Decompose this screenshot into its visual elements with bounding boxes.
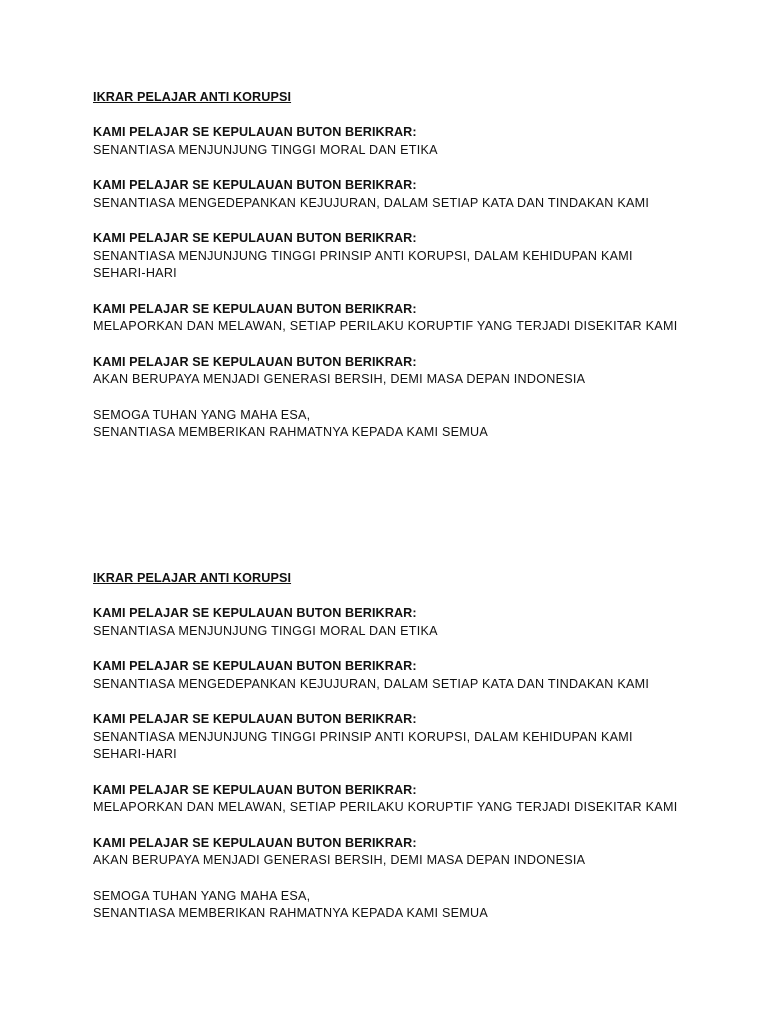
pledge-text: SENANTIASA MENJUNJUNG TINGGI PRINSIP ANTI KORUPSI, DALAM KEHIDUPAN KAMI xyxy=(93,729,633,744)
pledge-heading: KAMI PELAJAR SE KEPULAUAN BUTON BERIKRAR: xyxy=(93,354,417,369)
pledge-item xyxy=(93,605,693,640)
pledge-heading: KAMI PELAJAR SE KEPULAUAN BUTON BERIKRAR: xyxy=(93,301,417,316)
pledge-block-2 xyxy=(93,570,693,923)
closing-line: SEMOGA TUHAN YANG MAHA ESA, xyxy=(93,888,311,903)
pledge-item xyxy=(93,124,693,159)
pledge-heading: KAMI PELAJAR SE KEPULAUAN BUTON BERIKRAR: xyxy=(93,231,417,245)
pledge-heading: KAMI PELAJAR SE KEPULAUAN BUTON BERIKRAR: xyxy=(93,712,417,726)
pledge-item xyxy=(93,230,693,283)
pledge-text-continued: SEHARI-HARI xyxy=(93,266,177,280)
pledge-heading: KAMI PELAJAR SE KEPULAUAN BUTON BERIKRAR: xyxy=(93,606,417,620)
pledge-item xyxy=(93,658,693,693)
closing-prayer xyxy=(93,407,693,442)
pledge-heading: KAMI PELAJAR SE KEPULAUAN BUTON BERIKRAR: xyxy=(93,659,417,673)
pledge-block-1 xyxy=(93,89,693,442)
pledge-heading: KAMI PELAJAR SE KEPULAUAN BUTON BERIKRAR: xyxy=(93,782,417,797)
pledge-item xyxy=(93,782,693,817)
pledge-item xyxy=(93,177,693,212)
pledge-text-continued: SEHARI-HARI xyxy=(93,747,177,761)
pledge-text: MELAPORKAN DAN MELAWAN, SETIAP PERILAKU KORUPTIF YANG TERJADI DISEKITAR KAMI xyxy=(93,800,678,814)
pledge-item xyxy=(93,835,693,870)
closing-line: SENANTIASA MEMBERIKAN RAHMATNYA KEPADA KAMI SEMUA xyxy=(93,425,489,439)
pledge-text: SENANTIASA MENJUNJUNG TINGGI MORAL DAN ETIKA xyxy=(93,142,438,157)
pledge-text: SENANTIASA MENGEDEPANKAN KEJUJURAN, DALAM SETIAP KATA DAN TINDAKAN KAMI xyxy=(93,676,650,691)
pledge-item xyxy=(93,711,693,764)
pledge-heading: KAMI PELAJAR SE KEPULAUAN BUTON BERIKRAR: xyxy=(93,125,417,139)
pledge-text: AKAN BERUPAYA MENJADI GENERASI BERSIH, DEMI MASA DEPAN INDONESIA xyxy=(93,853,586,867)
pledge-item xyxy=(93,301,693,336)
pledge-text: AKAN BERUPAYA MENJADI GENERASI BERSIH, DEMI MASA DEPAN INDONESIA xyxy=(93,372,586,386)
document-title: IKRAR PELAJAR ANTI KORUPSI xyxy=(93,571,292,585)
closing-prayer xyxy=(93,888,693,923)
pledge-text: SENANTIASA MENJUNJUNG TINGGI MORAL DAN ETIKA xyxy=(93,623,438,638)
pledge-heading: KAMI PELAJAR SE KEPULAUAN BUTON BERIKRAR: xyxy=(93,835,417,850)
pledge-text: MELAPORKAN DAN MELAWAN, SETIAP PERILAKU KORUPTIF YANG TERJADI DISEKITAR KAMI xyxy=(93,319,678,333)
pledge-heading: KAMI PELAJAR SE KEPULAUAN BUTON BERIKRAR: xyxy=(93,178,417,192)
closing-line: SENANTIASA MEMBERIKAN RAHMATNYA KEPADA KAMI SEMUA xyxy=(93,906,489,920)
closing-line: SEMOGA TUHAN YANG MAHA ESA, xyxy=(93,407,311,422)
pledge-text: SENANTIASA MENJUNJUNG TINGGI PRINSIP ANTI KORUPSI, DALAM KEHIDUPAN KAMI xyxy=(93,248,633,263)
pledge-item xyxy=(93,354,693,389)
pledge-text: SENANTIASA MENGEDEPANKAN KEJUJURAN, DALAM SETIAP KATA DAN TINDAKAN KAMI xyxy=(93,195,650,210)
document-title: IKRAR PELAJAR ANTI KORUPSI xyxy=(93,90,292,104)
